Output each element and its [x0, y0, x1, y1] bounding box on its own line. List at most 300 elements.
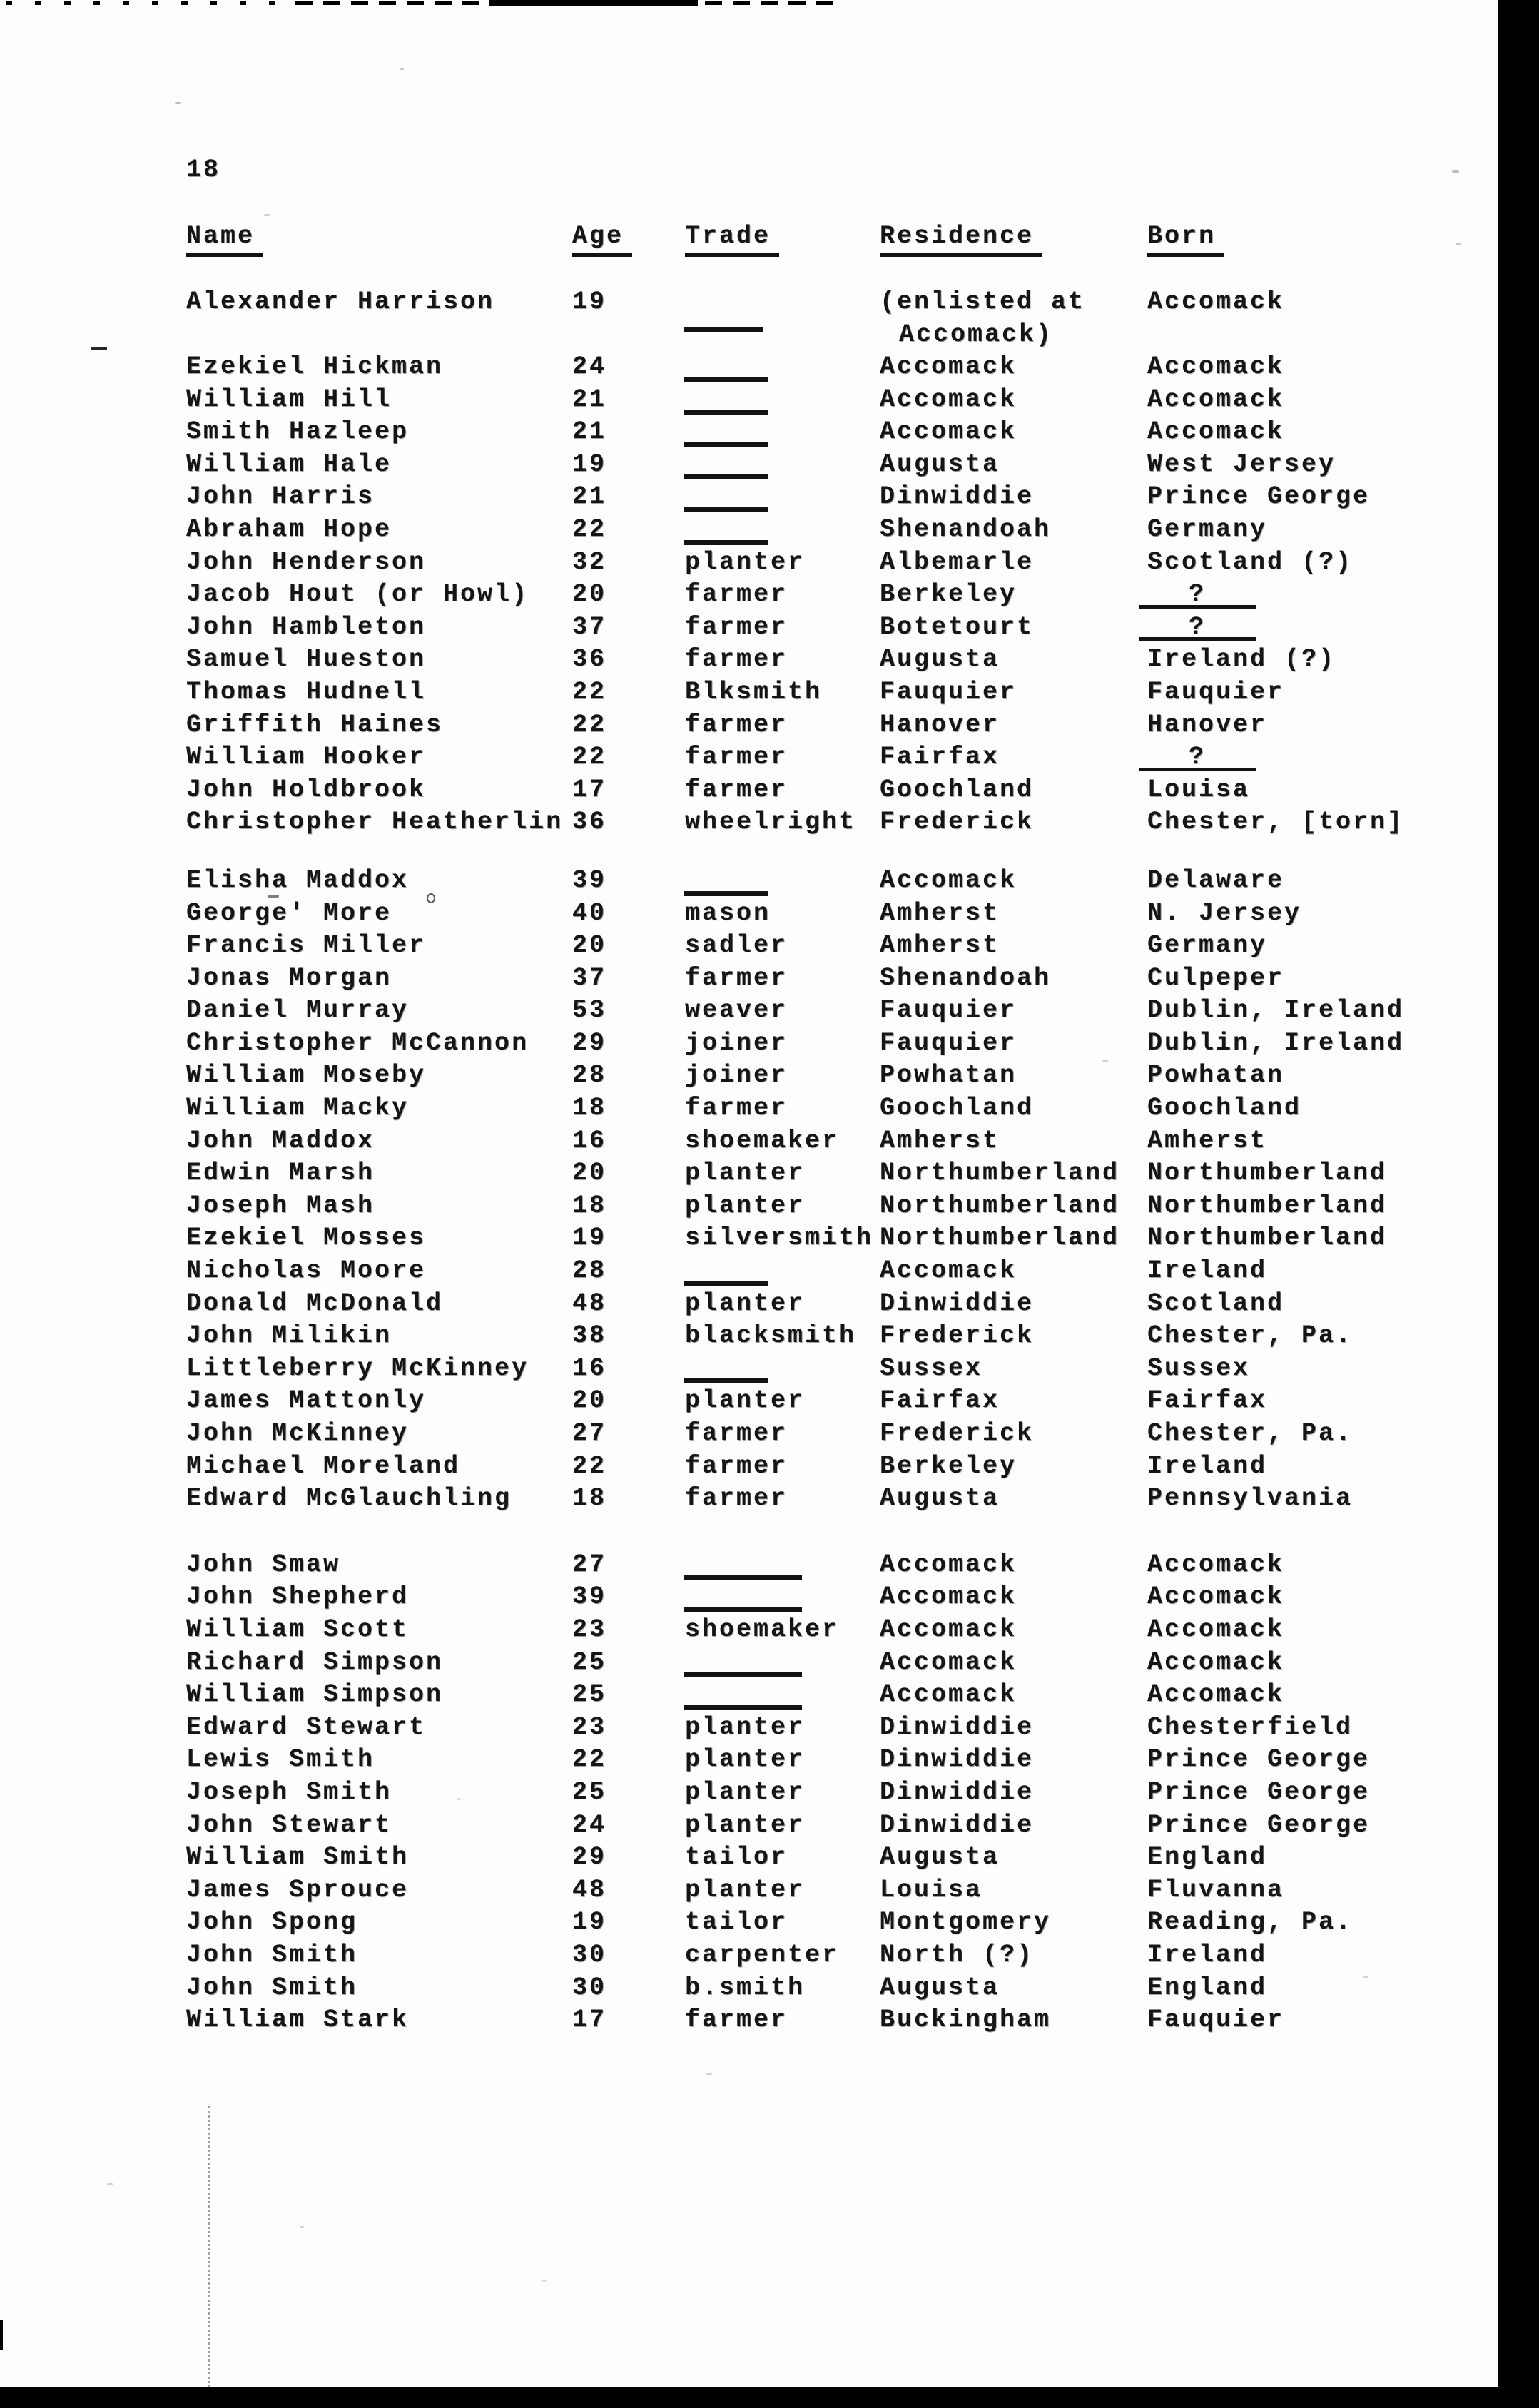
table-row	[0, 1647, 1539, 1680]
residence-line1: Northumberland	[880, 1191, 1120, 1220]
name-cell: Littleberry McKinney	[186, 1353, 529, 1383]
scan-speck	[1452, 170, 1459, 173]
residence-line1: Accomack	[880, 1256, 1017, 1286]
table-row	[0, 1255, 1539, 1288]
age-cell: 27	[572, 1419, 607, 1448]
age-cell: 20	[572, 1159, 607, 1188]
name-cell: Samuel Hueston	[186, 645, 427, 674]
residence-line1: Accomack	[880, 417, 1017, 447]
age-cell: 36	[572, 645, 607, 674]
trade-cell: b.smith	[685, 1973, 806, 2002]
residence-cell	[880, 1581, 1017, 1614]
age-cell: 28	[572, 1061, 607, 1090]
residence-line1: Hanover	[880, 710, 1000, 739]
residence-line2: Accomack)	[899, 320, 1054, 349]
age-cell: 37	[572, 612, 607, 641]
residence-cell	[880, 1157, 1119, 1190]
born-cell: Fluvanna	[1147, 1875, 1285, 1904]
trade-cell: farmer	[685, 710, 788, 739]
table-row	[0, 1841, 1539, 1874]
trade-cell: planter	[685, 547, 806, 576]
scan-speck	[300, 2226, 304, 2228]
residence-cell	[880, 1777, 1034, 1809]
residence-line1: Fauquier	[880, 996, 1017, 1025]
name-cell: John Spong	[186, 1908, 358, 1937]
name-cell: George' More	[186, 898, 392, 928]
residence-cell	[880, 286, 1085, 351]
residence-line1: Accomack	[880, 385, 1017, 414]
residence-cell	[880, 1255, 1017, 1288]
name-cell: Jacob Hout (or Howl)	[186, 580, 529, 609]
born-cell: Pennsylvania	[1147, 1484, 1353, 1513]
age-cell: 40	[572, 898, 607, 928]
born-cell: Chesterfield	[1147, 1712, 1353, 1742]
name-cell: Edwin Marsh	[186, 1159, 375, 1188]
table-row	[0, 644, 1539, 676]
age-cell: 16	[572, 1353, 607, 1383]
residence-cell	[880, 384, 1017, 417]
born-cell: Ireland (?)	[1147, 645, 1336, 674]
residence-cell	[880, 1060, 1017, 1092]
trade-cell: planter	[685, 1745, 806, 1774]
trade-cell: farmer	[685, 1451, 788, 1480]
trade-cell: planter	[685, 1191, 806, 1220]
age-cell: 19	[572, 1224, 607, 1253]
age-cell: 16	[572, 1126, 607, 1155]
residence-cell	[880, 1027, 1017, 1060]
table-row	[0, 1549, 1539, 1582]
trade-cell: tailor	[685, 1843, 788, 1872]
table-row	[0, 286, 1539, 351]
trade-cell: farmer	[685, 580, 788, 609]
age-cell: 18	[572, 1094, 607, 1123]
born-cell: Accomack	[1147, 1647, 1285, 1677]
residence-line1: Augusta	[880, 449, 1000, 479]
trade-cell: farmer	[685, 1094, 788, 1123]
name-cell: Michael Moreland	[186, 1451, 461, 1480]
scan-artifact-top-dotted-line	[6, 1, 294, 5]
born-cell: Fauquier	[1147, 677, 1285, 706]
age-cell: 22	[572, 743, 607, 772]
born-cell: Amherst	[1147, 1126, 1268, 1155]
name-cell: John Smaw	[186, 1550, 341, 1579]
residence-cell	[880, 1874, 982, 1907]
table-row	[0, 1385, 1539, 1418]
residence-cell	[880, 930, 1000, 962]
born-cell: Chester, [torn]	[1147, 808, 1405, 837]
table-row	[0, 806, 1539, 839]
table-row	[0, 1157, 1539, 1190]
table-row	[0, 962, 1539, 995]
born-cell: Reading, Pa.	[1147, 1908, 1353, 1937]
name-cell: William Smith	[186, 1843, 410, 1872]
roster-table-body	[0, 286, 1539, 2037]
scan-speck	[264, 214, 270, 216]
born-cell: West Jersey	[1147, 449, 1336, 479]
born-cell: Hanover	[1147, 710, 1268, 739]
residence-cell	[880, 962, 1051, 995]
residence-line1: Sussex	[880, 1353, 983, 1383]
age-cell: 25	[572, 1680, 607, 1710]
name-cell: Edward Stewart	[186, 1712, 427, 1742]
born-cell: Fairfax	[1147, 1386, 1268, 1416]
trade-cell: shoemaker	[685, 1615, 840, 1644]
table-row	[0, 1418, 1539, 1451]
table-row	[0, 1353, 1539, 1386]
age-cell: 29	[572, 1028, 607, 1057]
name-cell: William Hooker	[186, 743, 427, 772]
residence-cell	[880, 774, 1034, 807]
born-cell: Accomack	[1147, 1615, 1285, 1644]
name-cell: Francis Miller	[186, 931, 427, 960]
trade-cell: farmer	[685, 775, 788, 804]
residence-line1: Shenandoah	[880, 514, 1052, 544]
table-row	[0, 1320, 1539, 1353]
age-cell: 38	[572, 1321, 607, 1351]
born-cell: Chester, Pa.	[1147, 1321, 1353, 1351]
residence-cell	[880, 1353, 982, 1386]
age-cell: 21	[572, 482, 607, 512]
trade-cell: planter	[685, 1875, 806, 1904]
table-row	[0, 1222, 1539, 1255]
age-cell: 23	[572, 1712, 607, 1742]
name-cell: Donald McDonald	[186, 1289, 444, 1318]
residence-line1: Buckingham	[880, 2006, 1052, 2035]
column-header-name: Name	[186, 225, 263, 257]
scan-artifact-top-dashed-line	[295, 1, 489, 5]
residence-line1: Dinwiddie	[880, 1777, 1035, 1807]
born-cell: ?	[1139, 611, 1256, 644]
trade-cell: joiner	[685, 1028, 788, 1057]
name-cell: John Henderson	[186, 547, 427, 576]
residence-cell	[880, 1744, 1034, 1777]
trade-cell: planter	[685, 1712, 806, 1742]
residence-line1: Fairfax	[880, 1386, 1000, 1416]
table-row	[0, 1614, 1539, 1647]
age-cell: 32	[572, 547, 607, 576]
table-row	[0, 709, 1539, 742]
residence-line1: Dinwiddie	[880, 1745, 1035, 1774]
residence-line1: Amherst	[880, 898, 1000, 928]
residence-cell	[880, 741, 1000, 774]
column-header-age: Age	[572, 225, 632, 257]
trade-cell: planter	[685, 1289, 806, 1318]
name-cell: Richard Simpson	[186, 1647, 444, 1677]
table-row	[0, 774, 1539, 807]
born-cell: Accomack	[1147, 1680, 1285, 1710]
trade-cell: planter	[685, 1159, 806, 1188]
table-row	[0, 1027, 1539, 1060]
table-row	[0, 416, 1539, 449]
name-cell: Edward McGlauchling	[186, 1484, 512, 1513]
residence-cell	[880, 547, 1034, 579]
residence-line1: Amherst	[880, 931, 1000, 960]
scan-speck	[107, 2183, 113, 2185]
trade-cell: mason	[685, 898, 771, 928]
residence-cell	[880, 1451, 1017, 1483]
born-cell: Prince George	[1147, 1810, 1371, 1839]
residence-line1: Berkeley	[880, 1451, 1017, 1480]
trade-cell: planter	[685, 1386, 806, 1416]
born-cell: ?	[1139, 579, 1256, 611]
residence-line1: Accomack	[880, 1647, 1017, 1677]
table-row	[0, 1712, 1539, 1744]
name-cell: Nicholas Moore	[186, 1256, 427, 1286]
residence-cell	[880, 1549, 1017, 1582]
age-cell: 48	[572, 1289, 607, 1318]
residence-cell	[880, 416, 1017, 449]
born-cell: N. Jersey	[1147, 898, 1302, 928]
age-cell: 18	[572, 1484, 607, 1513]
name-cell: John McKinney	[186, 1419, 410, 1448]
table-row	[0, 1777, 1539, 1809]
residence-cell	[880, 995, 1017, 1027]
residence-line1: Frederick	[880, 1419, 1035, 1448]
residence-cell	[880, 1614, 1017, 1647]
table-section	[0, 865, 1539, 1515]
residence-cell	[880, 644, 1000, 676]
born-cell: Scotland	[1147, 1289, 1285, 1318]
table-row	[0, 1679, 1539, 1712]
born-cell: Dublin, Ireland	[1147, 1028, 1405, 1057]
age-cell: 24	[572, 352, 607, 381]
born-cell: Accomack	[1147, 288, 1285, 316]
born-cell: Goochland	[1147, 1094, 1302, 1123]
table-row	[0, 1809, 1539, 1842]
age-cell: 23	[572, 1615, 607, 1644]
scan-speck	[706, 2073, 712, 2075]
table-row	[0, 611, 1539, 644]
scan-artifact-left-sliver	[0, 2320, 3, 2350]
trade-cell: shoemaker	[685, 1126, 840, 1155]
residence-cell	[880, 1190, 1119, 1223]
table-row	[0, 1874, 1539, 1907]
name-cell: John Smith	[186, 1973, 358, 2002]
trade-cell: joiner	[685, 1061, 788, 1090]
scan-speck	[175, 102, 181, 104]
residence-line1: Montgomery	[880, 1908, 1052, 1937]
name-cell: William Hill	[186, 385, 392, 414]
residence-line1: Louisa	[880, 1875, 983, 1904]
born-cell: Northumberland	[1147, 1159, 1388, 1188]
age-cell: 30	[572, 1940, 607, 1969]
trade-cell: farmer	[685, 1484, 788, 1513]
residence-line1: Botetourt	[880, 612, 1035, 641]
table-row	[0, 1581, 1539, 1614]
age-cell: 21	[572, 417, 607, 447]
born-cell: England	[1147, 1843, 1268, 1872]
born-cell: Dublin, Ireland	[1147, 996, 1405, 1025]
trade-cell: planter	[685, 1777, 806, 1807]
table-section	[0, 286, 1539, 839]
residence-cell	[880, 1385, 1000, 1418]
trade-cell: farmer	[685, 963, 788, 992]
residence-line1: Fauquier	[880, 677, 1017, 706]
table-row	[0, 1483, 1539, 1515]
residence-cell	[880, 1841, 1000, 1874]
residence-cell	[880, 1939, 1034, 1972]
residence-cell	[880, 481, 1034, 514]
born-cell: Ireland	[1147, 1256, 1268, 1286]
residence-cell	[880, 611, 1034, 644]
name-cell: Joseph Mash	[186, 1191, 375, 1220]
name-cell: Jonas Morgan	[186, 963, 392, 992]
residence-line1: Augusta	[880, 1973, 1000, 2002]
table-row	[0, 1451, 1539, 1483]
name-cell: John Harris	[186, 482, 375, 512]
residence-line1: Accomack	[880, 352, 1017, 381]
residence-cell	[880, 1125, 1000, 1158]
residence-line1: Frederick	[880, 808, 1035, 837]
name-cell: Daniel Murray	[186, 996, 410, 1025]
residence-cell	[880, 1679, 1017, 1712]
name-cell: Christopher McCannon	[186, 1028, 529, 1057]
residence-line1: Augusta	[880, 645, 1000, 674]
name-cell: Ezekiel Hickman	[186, 352, 444, 381]
name-cell: John Hambleton	[186, 612, 427, 641]
name-cell: John Holdbrook	[186, 775, 427, 804]
residence-line1: Augusta	[880, 1484, 1000, 1513]
age-cell: 22	[572, 1745, 607, 1774]
age-cell: 24	[572, 1810, 607, 1839]
name-cell: William Scott	[186, 1615, 410, 1644]
residence-cell	[880, 1712, 1034, 1744]
age-cell: 29	[572, 1843, 607, 1872]
trade-cell: weaver	[685, 996, 788, 1025]
born-cell: Germany	[1147, 514, 1268, 544]
name-cell: William Moseby	[186, 1061, 427, 1090]
name-cell: John Milikin	[186, 1321, 392, 1351]
residence-cell	[880, 1288, 1034, 1321]
trade-cell: silversmith	[685, 1224, 874, 1253]
table-row	[0, 579, 1539, 611]
name-cell: Elisha Maddox	[186, 865, 410, 895]
age-cell: 20	[572, 1386, 607, 1416]
table-section	[0, 1549, 1539, 2037]
name-cell: Griffith Haines	[186, 710, 444, 739]
age-cell: 39	[572, 865, 607, 895]
residence-line1: Dinwiddie	[880, 1810, 1035, 1839]
residence-cell	[880, 1906, 1051, 1939]
residence-line1: Albemarle	[880, 547, 1035, 576]
table-row	[0, 1744, 1539, 1777]
residence-line1: (enlisted at	[880, 288, 1086, 316]
residence-cell	[880, 1320, 1034, 1353]
residence-line1: Frederick	[880, 1321, 1035, 1351]
scan-artifact-fold-crease	[208, 2106, 210, 2387]
name-cell: William Macky	[186, 1094, 410, 1123]
age-cell: 18	[572, 1191, 607, 1220]
trade-cell: sadler	[685, 931, 788, 960]
table-row	[0, 741, 1539, 774]
name-cell: Ezekiel Mosses	[186, 1224, 427, 1253]
born-cell: Scotland (?)	[1147, 547, 1353, 576]
table-row	[0, 1092, 1539, 1125]
trade-cell: Blksmith	[685, 677, 823, 706]
scan-speck	[542, 2280, 547, 2282]
table-row	[0, 898, 1539, 930]
born-cell: Prince George	[1147, 1745, 1371, 1774]
age-cell: 20	[572, 931, 607, 960]
residence-cell	[880, 1483, 1000, 1515]
residence-line1: Augusta	[880, 1843, 1000, 1872]
table-row	[0, 449, 1539, 482]
age-cell: 17	[572, 2006, 607, 2035]
residence-cell	[880, 514, 1051, 547]
residence-cell	[880, 579, 1017, 611]
born-cell: Prince George	[1147, 482, 1371, 512]
table-row	[0, 384, 1539, 417]
name-cell: James Mattonly	[186, 1386, 427, 1416]
table-row	[0, 676, 1539, 709]
scan-artifact-bottom-black-band	[0, 2387, 1539, 2408]
residence-cell	[880, 709, 1000, 742]
born-cell: Delaware	[1147, 865, 1285, 895]
age-cell: 27	[572, 1550, 607, 1579]
residence-line1: Fauquier	[880, 1028, 1017, 1057]
residence-cell	[880, 449, 1000, 482]
table-row	[0, 1288, 1539, 1321]
age-cell: 19	[572, 449, 607, 479]
name-cell: Smith Hazleep	[186, 417, 410, 447]
residence-cell	[880, 1092, 1034, 1125]
born-cell: Accomack	[1147, 1550, 1285, 1579]
residence-cell	[880, 1647, 1017, 1680]
residence-line1: Amherst	[880, 1126, 1000, 1155]
residence-cell	[880, 1222, 1119, 1255]
born-cell: Accomack	[1147, 385, 1285, 414]
table-row	[0, 1125, 1539, 1158]
born-cell: Ireland	[1147, 1940, 1268, 1969]
trade-cell: planter	[685, 1810, 806, 1839]
age-cell: 19	[572, 288, 607, 316]
residence-line1: Accomack	[880, 1680, 1017, 1710]
born-cell: Fauquier	[1147, 2006, 1285, 2035]
trade-cell: tailor	[685, 1908, 788, 1937]
born-cell: Germany	[1147, 931, 1268, 960]
age-cell: 25	[572, 1647, 607, 1677]
name-cell: John Shepherd	[186, 1583, 410, 1612]
trade-cell: wheelright	[685, 808, 857, 837]
residence-line1: Goochland	[880, 1094, 1035, 1123]
name-cell: Thomas Hudnell	[186, 677, 427, 706]
age-cell: 30	[572, 1973, 607, 2002]
born-cell: Chester, Pa.	[1147, 1419, 1353, 1448]
residence-line1: Dinwiddie	[880, 1712, 1035, 1742]
born-cell: Sussex	[1147, 1353, 1251, 1383]
residence-cell	[880, 2004, 1051, 2037]
born-cell: Powhatan	[1147, 1061, 1285, 1090]
page-number: 18	[186, 156, 221, 184]
table-row	[0, 1190, 1539, 1223]
residence-cell	[880, 1809, 1034, 1842]
name-cell: Lewis Smith	[186, 1745, 375, 1774]
scan-artifact-top-solid-line	[489, 0, 698, 6]
table-row	[0, 1906, 1539, 1939]
residence-line1: Goochland	[880, 775, 1035, 804]
residence-line1: Accomack	[880, 1583, 1017, 1612]
trade-cell: farmer	[685, 743, 788, 772]
name-cell: William Simpson	[186, 1680, 444, 1710]
name-cell: William Hale	[186, 449, 392, 479]
born-cell: Accomack	[1147, 352, 1285, 381]
age-cell: 22	[572, 710, 607, 739]
table-row	[0, 865, 1539, 898]
born-cell: Prince George	[1147, 1777, 1371, 1807]
age-cell: 21	[572, 385, 607, 414]
residence-cell	[880, 898, 1000, 930]
born-cell: Louisa	[1147, 775, 1251, 804]
